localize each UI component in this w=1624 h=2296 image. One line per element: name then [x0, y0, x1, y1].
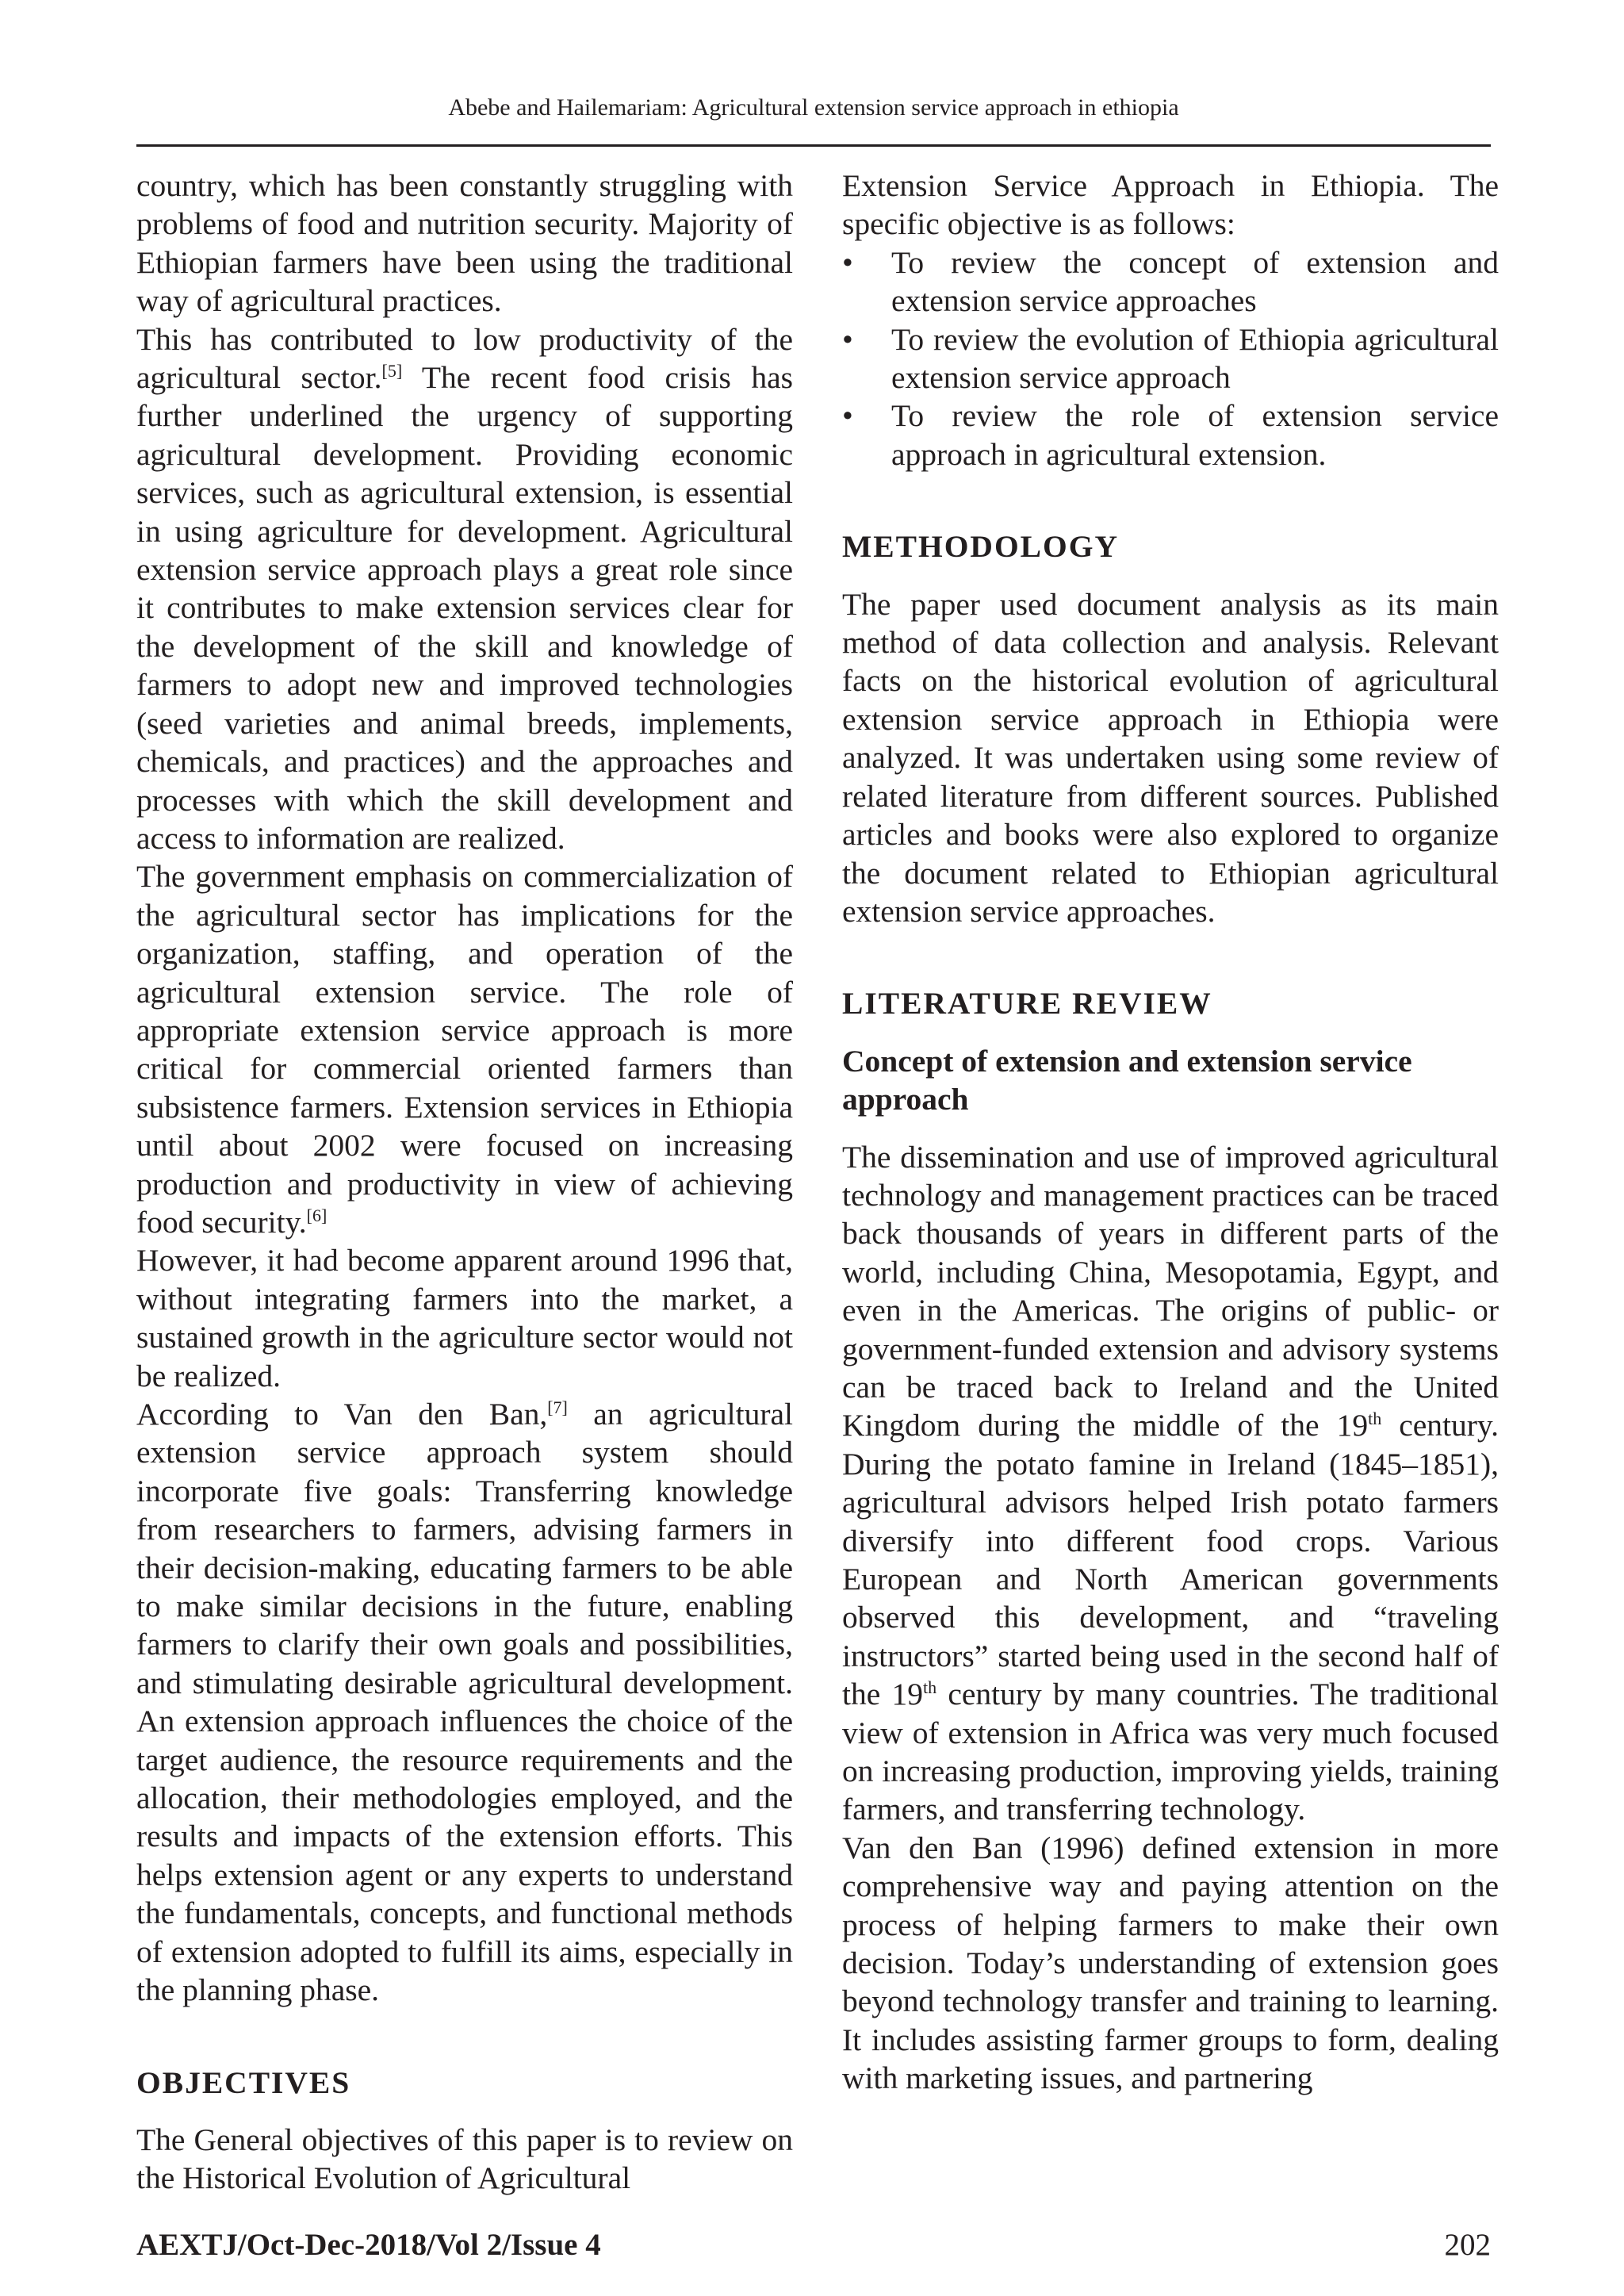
paragraph-low-productivity: This has contributed to low productivity of the agricultural sector.[5] The recent food crisis has further underlined the urgency of supporting agricultural development. Providing economic services, such as agricultural extension, is essential in using agriculture for development. Agricultural extension service approach plays a great role since it contributes to make extension services clear for the development of the skill and knowledge of farmers to adopt new and improved technologies (seed varieties and animal breeds, implements, chemicals, and practices) and the approaches and processes with which the skill development and access to information are realized.	[136, 321, 794, 856]
running-header: Abebe and Hailemariam: Agricultural extension service approach in ethiopia	[448, 94, 1179, 121]
concept-subheading: Concept of extension and extension service approach	[842, 1043, 1412, 1117]
methodology-heading: METHODOLOGY	[842, 529, 1119, 565]
paragraph-objectives: The General objectives of this paper is to review on the Historical Evolution of Agricultural	[136, 2122, 793, 2196]
page-number: 202	[1444, 2228, 1491, 2262]
literature-review-heading: LITERATURE REVIEW	[842, 986, 1212, 1022]
paragraph-van-den-ban-goals: According to Van den Ban,[7] an agricultural extension service approach system should incorporate five goals: Transferring knowledge from researchers to farmers, advising farmers in their decision-making, educating farmers to be able to make similar decisions in the future, enabling farmers to clarify their own goals and possibilities, and stimulating desirable agricultural development. An extension approach influences the choice of the target audience, the resource requirements and the allocation, their methodologies employed, and the results and impacts of the extension efforts. This helps extension agent or any experts to understand the fundamentals, concepts, and functional methods of extension adopted to fulfill its aims, especially in the planning phase.	[136, 1397, 793, 2008]
bullet-icon: •	[842, 244, 853, 280]
citation-5[interactable]: [5]	[381, 361, 403, 381]
paragraph-food-security: country, which has been constantly struggling with problems of food and nutrition security. Majority of Ethiopian farmers have been using the traditional way of agricultural practices.	[136, 168, 793, 319]
left-column	[136, 167, 793, 2198]
citation-7[interactable]: [7]	[547, 1397, 568, 1417]
bullet-icon: •	[842, 321, 853, 357]
paragraph-commercialization: The government emphasis on commercialization of the agricultural sector has implications for the organization, staffing, and operation of the agricultural extension service. The role of appropriate extension service approach is more critical for commercial oriented farmers than subsistence farmers. Extension services in Ethiopia until about 2002 were focused on increasing production and productivity in view of achieving food security.[6]	[136, 859, 793, 1240]
paragraph-objectives-continued: Extension Service Approach in Ethiopia. The specific objective is as follows:	[842, 168, 1499, 242]
objectives-heading: OBJECTIVES	[136, 2064, 351, 2100]
list-item: • To review the concept of extension and extension service approaches	[842, 244, 1499, 319]
journal-footer: AEXTJ/Oct-Dec-2018/Vol 2/Issue 4	[136, 2228, 601, 2262]
bullet-icon: •	[842, 398, 853, 434]
objectives-list	[842, 243, 1499, 473]
paragraph-methodology: The paper used document analysis as its main method of data collection and analysis. Relevant facts on the historical evolution of agricultural extension service approach in Ethiopia were analyzed. It was undertaken using some review of related literature from different sources. Published articles and books were also explored to organize the document related to Ethiopian agricultural extension service approaches.	[842, 586, 1499, 929]
header-rule	[136, 144, 1491, 147]
paragraph-market-integration: However, it had become apparent around 1996 that, without integrating farmers into the market, a sustained growth in the agriculture sector would not be realized.	[136, 1243, 793, 1393]
list-item: • To review the evolution of Ethiopia agricultural extension service approach	[842, 321, 1499, 396]
paragraph-concept-history: The dissemination and use of improved agricultural technology and management practices can be traced back thousands of years in different parts of the world, including China, Mesopotamia, Egypt, and even in the Americas. The origins of public- or government-funded extension and advisory systems can be traced back to Ireland and the United Kingdom during the middle of the 19th century. During the potato famine in Ireland (1845–1851), agricultural advisors helped Irish potato farmers diversify into different food crops. Various European and North American governments observed this development, and “traveling instructors” started being used in the second half of the 19th century by many countries. The traditional view of extension in Africa was very much focused on increasing production, improving yields, training farmers, and transferring technology.	[842, 1139, 1499, 1827]
paragraph-van-den-ban-definition: Van den Ban (1996) defined extension in more comprehensive way and paying attention on the process of helping farmers to make their own decision. Today’s understanding of extension goes beyond technology transfer and training to learning. It includes assisting farmer groups to form, dealing with marketing issues, and partnering	[842, 1830, 1499, 2096]
right-column	[842, 167, 1499, 2098]
citation-6[interactable]: [6]	[306, 1205, 327, 1225]
list-item: • To review the role of extension service approach in agricultural extension.	[842, 398, 1499, 472]
